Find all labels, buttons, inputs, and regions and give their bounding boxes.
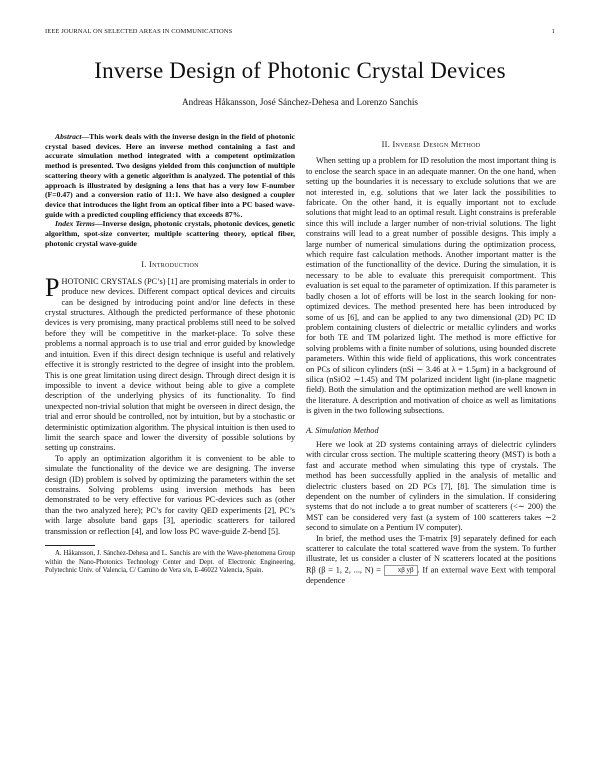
simulation-paragraph-1: Here we look at 2D systems containing arrays of dielectric cylinders with circular cross section. The multiple scattering theory (MST) is both a fast and accurate method when simulating this type of crystals. The method has been successfully applied in the analysis of metallic and dielectric clusters based on 2D PCs [7], [8]. The simulation time is dependent on the number of cylinders in the simulation. If considering systems that do not include a to great number of scatterers (<∼ 200) the MST can be considered very fast (a system of 100 scatterers takes ∼2 second to simulate on a Pentium IV computer).: [306, 439, 556, 533]
abstract-lead: Abstract: [55, 132, 82, 141]
page-number: 1: [551, 28, 555, 35]
footnote-divider: [45, 545, 95, 546]
index-terms-lead: Index Terms: [55, 219, 95, 229]
abstract-text: —This work deals with the inverse design in the field of photonic crystal based devices. Here an inverse method containing a fast and accurate simulation method integrated with a competent optimization method is presented. Two designs yielded from this conjunction of multiple scattering theory with a genetic algorithm is analyzed. The potential of this approach is illustrated by designing a lens that has a very low F-number (F=0.47) and a conversion ratio of 11:1. We have also designed a coupler device that introduces the light from an optical fiber into a PC based wave-guide with a predicted coupling efficiency that exceeds 87%.: [45, 132, 295, 219]
paper-authors: Andreas Håkansson, José Sánchez-Dehesa and Lorenzo Sanchis: [182, 97, 418, 107]
intro-paragraph-2: To apply an optimization algorithm it is convenient to be able to simulate the functionality of the device we are designing. The inverse design (ID) problem is solved by optimizing the parameters within the set constrains. Solving problems using inversion methods has been demonstrated to be very effective for various PC-devices such as (other than the two analyzed here); PC’s for cavity QED experiments [2], PC’s with large absolute band gaps [3], aperiodic scatterers for tailored transmission or reflection [4], and low loss PC wave-guide Z-bend [5].: [45, 453, 295, 536]
abstract: [45, 132, 295, 219]
simulation-paragraph-2-text-b: . If an external wave Eext with temporal dependence: [306, 565, 556, 585]
index-terms-text: —Inverse design, photonic crystals, photonic devices, genetic algorithm, spot-size converter, multiple scattering theory, optical fiber, photonic crystal wave-guide: [45, 219, 295, 248]
left-column: [45, 132, 295, 576]
journal-name: IEEE JOURNAL ON SELECTED AREAS IN COMMUNICATIONS: [45, 28, 233, 35]
intro-paragraph-1-text: HOTONIC CRYSTALS (PC’s) [1] are promising materials in order to produce new devices. Different compact optical devices and circuits can be designed by introducing point and/or line defects in these crystal structures. Although the predicted performance of these photonic devices is very promising, many practical problems still need to be solved before they will be competitive in the market-place. To solve these problems a normal approach is to use trial and error guided by knowledge and intuition. Even if this direct design technique is useful and relatively effective it is strongly restricted to the degree of insight into the problem. This is one great limitation using direct design. Through direct design it is impossible to invent a device without being able to give a complete description of the underlying physics of its functionality. To find unexpected non-trivial solution that might be overseen in direct design, the trial and error should be controlled, not by intuition, but by a stochastic or deterministic optimization algorithm. The physical intuition is then used to limit the search space and lower the diversity of possible solutions by setting up constrains.: [45, 276, 295, 453]
paper-title: Inverse Design of Photonic Crystal Devices: [94, 58, 506, 83]
right-column: [306, 140, 556, 586]
method-paragraph-1: When setting up a problem for ID resolution the most important thing is to enclose the search space in an adequate manner. On the one hand, when setting up the boundaries it is necessary to exclude solutions that we are not interested in, e.g. solutions that we later lack the possibilities to fabricate. On the other hand, it is equally important not to exclude solutions that might lead to an optimal result. Light constrains is preferable since this will include a larger number of non-trivial solutions. The light constrains will lead to a great number of possible designs. This imply a large number of numerical simulations during the optimization process, which require fast calculation methods. Another important matter is the estimation of the functionallity of the device. During the simulation, it is necessary to be able to evaluate this prerequisit comportment. This evaluation is set equal to the parameter of optimization. If this parameter is badly chosen a lot of efforts will be lost in the search looking for non-optimized devices. The method presented here has been introduced by some of us [6], and can be applied to any two dimensional (2D) PC ID problem containing clusters of dielectric or metallic cylinders and works for both TE and TM polarized light. The method is more effictive for solving problems with a finite number of solutions, using bounded discrete parameters. Within this wide field of applications, this work concentrates on PCs of silicon cylinders (nSi ∼ 3.46 at λ = 1.5μm) in a background of silica (nSiO2 ∼1.45) and TM polarized incident light (in-plane magnetic field). Both the simulation and the optimization method are well known in the literature. A description and motivation of choice as well as limitations is given in the two following subsections.: [306, 156, 556, 416]
section-heading-introduction: I. Introduction: [141, 260, 199, 270]
coordinate-vector: xβ yβ: [384, 565, 418, 576]
simulation-paragraph-2: [306, 534, 556, 587]
section-heading-inverse-design-method: II. Inverse Design Method: [381, 140, 481, 149]
simulation-paragraph-2-text-a: In brief, the method uses the T-matrix [9] separately defined for each scatterer to calculate the total scattered wave from the system. To further illustrate, let us consider a cluster of N scatterers located at the positions: [306, 533, 556, 564]
subsection-heading-simulation-method: A. Simulation Method: [306, 425, 379, 435]
dropcap-letter: P: [45, 272, 60, 302]
running-head: [45, 28, 555, 35]
position-vector-expression: Rβ (β = 1, 2, ..., N) =: [306, 565, 381, 575]
author-affiliation-footnote: A. Håkansson, J. Sánchez-Dehesa and L. Sanchis are with the Wave-phenomena Group within the Nano-Photonics Technology Center and Dept. of Electronic Engineering, Polytechnic Univ. of Valencia, C/ Camino de Vera s/n, E-46022 Valencia, Spain.: [45, 550, 295, 575]
index-terms: [45, 219, 295, 248]
intro-paragraph-1: [45, 272, 295, 454]
